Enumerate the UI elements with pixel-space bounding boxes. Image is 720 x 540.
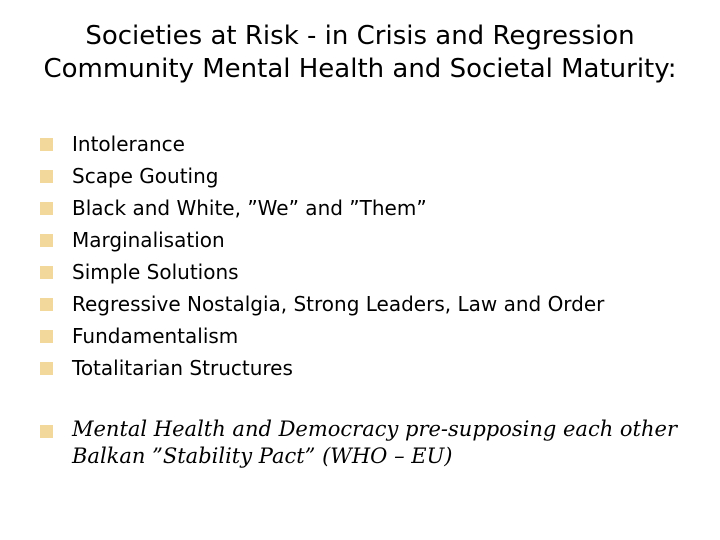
bullet-text: Regressive Nostalgia, Strong Leaders, Law and Order bbox=[72, 292, 605, 316]
bullet-list bbox=[40, 128, 700, 384]
square-bullet-icon bbox=[40, 202, 53, 215]
square-bullet-icon bbox=[40, 330, 53, 343]
note-line-1: Mental Health and Democracy pre-supposing each other bbox=[72, 417, 677, 441]
square-bullet-icon bbox=[40, 425, 53, 438]
bullet-item bbox=[40, 224, 700, 256]
italic-note bbox=[40, 416, 700, 470]
square-bullet-icon bbox=[40, 266, 53, 279]
note-line-2: Balkan ”Stability Pact” (WHO – EU) bbox=[72, 444, 453, 468]
title-line-2: Community Mental Health and Societal Maturity: bbox=[43, 54, 677, 84]
square-bullet-icon bbox=[40, 138, 53, 151]
bullet-text: Intolerance bbox=[72, 132, 185, 156]
bullet-item bbox=[40, 256, 700, 288]
bullet-item bbox=[40, 192, 700, 224]
bullet-text: Totalitarian Structures bbox=[72, 356, 293, 380]
bullet-text: Fundamentalism bbox=[72, 324, 239, 348]
slide-title bbox=[0, 20, 720, 86]
bullet-text: Scape Gouting bbox=[72, 164, 219, 188]
bullet-item bbox=[40, 320, 700, 352]
bullet-item bbox=[40, 288, 700, 320]
bullet-item bbox=[40, 352, 700, 384]
bullet-item bbox=[40, 128, 700, 160]
bullet-item bbox=[40, 160, 700, 192]
bullet-text: Simple Solutions bbox=[72, 260, 239, 284]
title-line-1: Societies at Risk - in Crisis and Regression bbox=[85, 21, 635, 51]
square-bullet-icon bbox=[40, 170, 53, 183]
square-bullet-icon bbox=[40, 234, 53, 247]
bullet-text: Marginalisation bbox=[72, 228, 225, 252]
square-bullet-icon bbox=[40, 298, 53, 311]
square-bullet-icon bbox=[40, 362, 53, 375]
bullet-text: Black and White, ”We” and ”Them” bbox=[72, 196, 427, 220]
